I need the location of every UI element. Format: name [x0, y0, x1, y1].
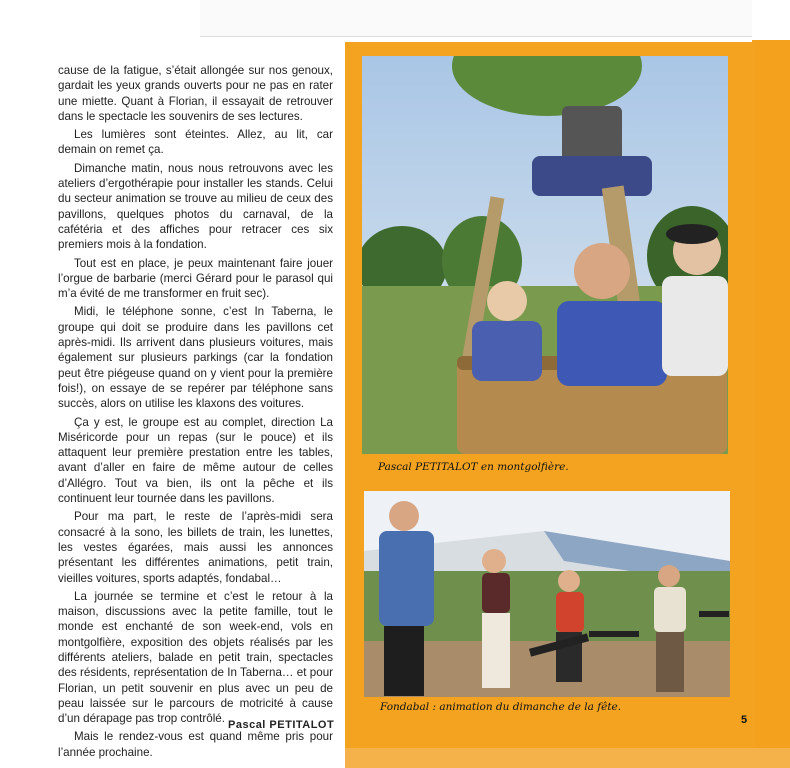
- white-corner: [752, 0, 790, 40]
- balloon-photo-caption: Pascal PETITALOT en montgolfière.: [378, 461, 569, 473]
- paragraph: Mais le rendez-vous est quand même pris pour l’année prochaine.: [58, 730, 333, 759]
- balloon-photo-illustration: [362, 56, 728, 454]
- author-signature: Pascal PETITALOT: [228, 719, 335, 731]
- orange-margin-strip: [752, 0, 790, 768]
- balloon-photo: [362, 56, 728, 454]
- article-body: [58, 63, 333, 763]
- paragraph: Midi, le téléphone sonne, c’est In Taberna, le groupe qui doit se produire dans les pavillons cet après-midi. Ils arrivent dans plusieurs voitures, mais également sur plusieurs parkings (car la fondation peut être piégeuse quand on y vient pour la première fois!), on essaye de se repérer par téléphone sans succès, alors on utilise les klaxons des voitures.: [58, 305, 333, 411]
- paragraph: La journée se termine et c’est le retour à la maison, discussions avec la petite famille, tout le monde est enchanté de son week-end, vols en montgolfière, exposition des objets réalisés par les différents ateliers, balade en petit train, spectacles des résidents, représentation de In Taberna… et pour Florian, un petit souvenir en plus avec un peu de peau laissée sur le parcours de motricité à cause d’un dérapage pas trop contrôlé.: [58, 589, 333, 726]
- orange-bottom-band: [345, 748, 790, 768]
- paragraph: Dimanche matin, nous nous retrouvons avec les ateliers d’ergothérapie pour installer les stands. Celui du secteur animation se trouve au milieu de ceux des pavillons, quelques photos du carnaval, de la cafétéria et des affiches pour retracer ces six premiers mois à la fondation.: [58, 161, 333, 252]
- paragraph: Pour ma part, le reste de l’après-midi sera consacré à la sono, les billets de train, les lunettes, les vestes égarées, mais aussi les annonces présentant les différentes animations, petit train, vieilles voitures, sports adaptés, fondabal…: [58, 510, 333, 585]
- paragraph: Tout est en place, je peux maintenant faire jouer l’orgue de barbarie (merci Gérard pour le parasol qui m’a évité de me transformer en fruit sec).: [58, 256, 333, 301]
- band-photo-caption: Fondabal : animation du dimanche de la fête.: [380, 701, 622, 713]
- band-photo-illustration: [364, 491, 730, 697]
- band-photo: [364, 491, 730, 697]
- paragraph: Ça y est, le groupe est au complet, direction La Miséricorde pour un repas (sur le pouce) et ils attaquent leur première prestation entre les tables, avant d’aller en faire de même autour de celles d’Allégro. Tout va bien, ils ont la pêche et ils continuent leur tournée dans les pavillons.: [58, 415, 333, 506]
- paragraph: Les lumières sont éteintes. Allez, au lit, car demain on remet ça.: [58, 128, 333, 157]
- paragraph: cause de la fatigue, s’était allongée sur nos genoux, gardait les yeux grands ouverts pour ne pas en rater une miette. Quant à Florian, il essayait de retrouver dans le spectacle les souvenirs de ses lectures.: [58, 64, 333, 123]
- page-number: 5: [741, 714, 748, 726]
- underlying-page-edge: [200, 0, 761, 37]
